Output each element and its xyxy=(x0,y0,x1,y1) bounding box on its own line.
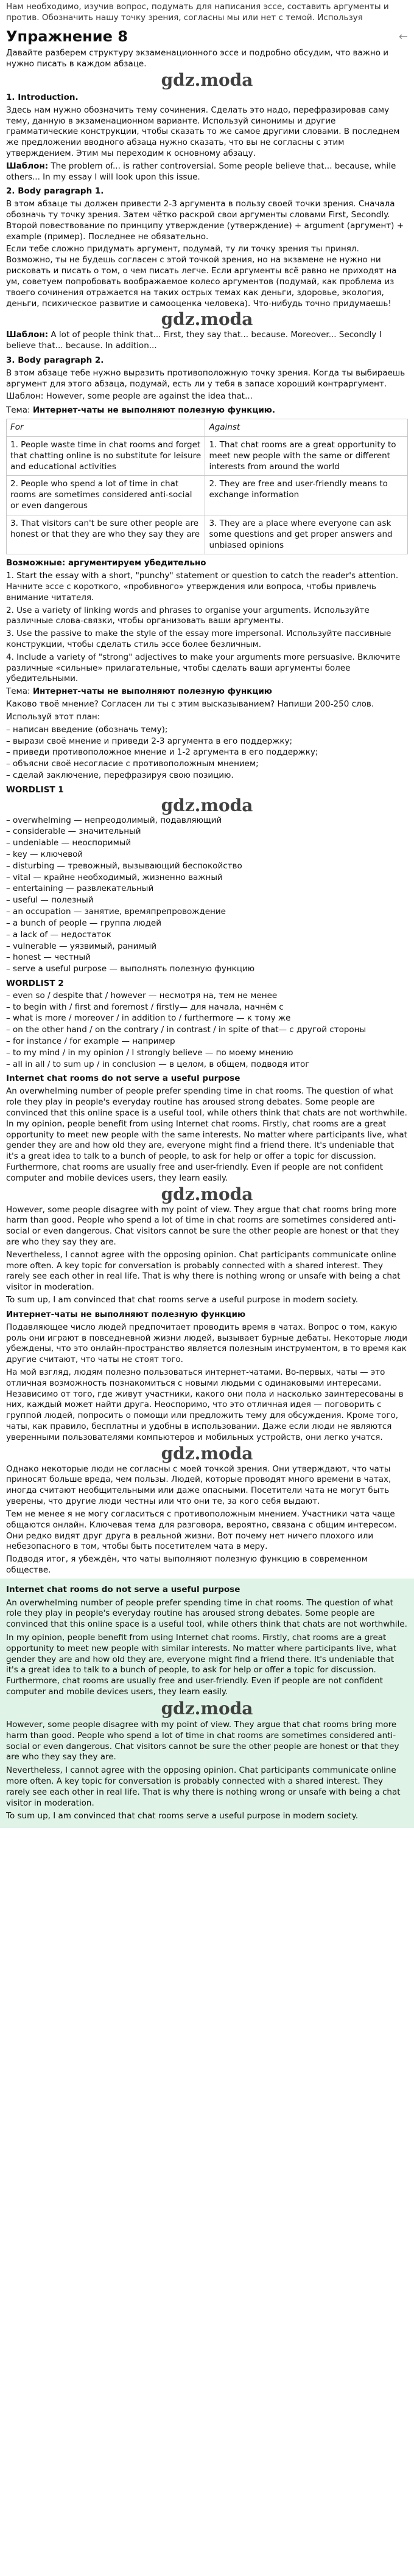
topic-label: Тема: xyxy=(6,405,30,416)
essay-ru-paragraph: Подавляющее число людей предпочитает проводить время в чатах. Вопрос о том, какую роль они играют в повседневной жизни людей, вызывает бурные дебаты. Некоторые люди убеждены, что это онлайн-пространство является полезным инструментом, в то время как другие считают, что чаты не стоят того. xyxy=(6,1322,408,1365)
table-cell: 3. They are a place where everyone can ask some questions and get proper answers and unbiased opinions xyxy=(205,515,408,554)
section-introduction-text: Здесь нам нужно обозначить тему сочинения. Сделать это надо, перефразировав саму тему, данную в экзаменационном варианте. Используй синонимы и другие грамматические конструкции, чтобы сказать то же самое другими словами. В последнем же предложении вводного абзаца нужно сказать, что вы не согласны с этим утверждением. Этим мы переходим к основному абзацу. xyxy=(6,105,400,158)
model-essay-block xyxy=(0,1579,414,1828)
watermark: gdz.moda xyxy=(161,795,253,815)
essay-ru-paragraph: Однако некоторые люди не согласны с моей точкой зрения. Они утверждают, что чаты приносят больше вреда, чем пользы. Людей, которые проводят много времени в чатах, иногда считают необщительными или даже опасными. Посетители чата не могут быть уверены, что другие люди честны или что они те, за кого себя выдают. xyxy=(6,1464,391,1507)
list-item: – объясни своё несогласие с противоположным мнением; xyxy=(6,759,408,770)
list-item: – serve a useful purpose — выполнять полезную функцию xyxy=(6,964,408,975)
model-essay-paragraph: In my opinion, people benefit from using Internet chat rooms. Firstly, chat rooms are a great opportunity to meet new people with similar interests. No matter where participants live, what gender they are and how old they are, everyone might find a friend there. It's undeniable that it's a great idea to talk to a bunch of people, to ask for help or offer a topic for discussion. Furthermore, chat rooms are usually free and user-friendly. Even if people are not confident computer and mobile devices users, they learn easily. xyxy=(6,1633,396,1697)
template-text: A lot of people think that... First, they say that... because. Moreover... Secondly I believe that... because. In addition... xyxy=(6,330,382,351)
title-row xyxy=(6,27,408,47)
section-body1-text2: Если тебе сложно придумать аргумент, подумай, ту ли точку зрения ты принял. Возможно, ты не будешь согласен с этой точкой зрения, но на экзамене не нужно ни рисковать и писать о том, о чем писать легче. Если аргументы всё равно не приходят на ум, советуем попробовать воображаемое колесо аргументов (подумай, как проблема из твоего сочинения отражается на таких острых темах как деньги, здоровье, экология, деньги, психическое развитие и самооценка человека). Что-нибудь точно придумаешь! xyxy=(6,244,397,309)
list-item: – overwhelming — непреодолимый, подавляющий xyxy=(6,815,408,826)
list-item: – for instance / for example — например xyxy=(6,1036,408,1047)
wordlist1 xyxy=(6,815,408,975)
model-essay-paragraph: To sum up, I am convinced that chat rooms serve a useful purpose in modern society. xyxy=(6,1811,359,1821)
list-item: – useful — полезный xyxy=(6,895,408,906)
model-essay-paragraph: An overwhelming number of people prefer spending time in chat rooms. The question of what role they play in people's everyday routine has aroused strong debates. Some people are convinced that this online space is a useful tool, while others think that chats are not worthwhile. xyxy=(6,1597,407,1630)
template-label: Шаблон: xyxy=(6,161,49,171)
table-cell: 3. That visitors can't be sure other people are honest or that they are who they say they are xyxy=(7,515,205,554)
model-essay-paragraph: Nevertheless, I cannot agree with the opposing opinion. Chat participants communicate online more often. A key topic for conversation is probably connected with a shared interest. They rarely see each other in real life. That is why there is nothing wrong or unsafe with being a chat visitor in moderation. xyxy=(6,1765,401,1808)
template-text: The problem of... is rather controversial. Some people believe that... because, while others... In my essay I will look upon this issue. xyxy=(6,161,396,182)
model-essay-title: Internet chat rooms do not serve a useful purpose xyxy=(6,1584,240,1594)
list-item: – to my mind / in my opinion / I strongly believe — по моему мнению xyxy=(6,1048,408,1059)
table-row xyxy=(7,476,408,515)
watermark: gdz.moda xyxy=(161,309,253,330)
essay-paragraph: However, some people disagree with my point of view. They argue that chat rooms bring more harm than good. People who spend a lot of time in chat rooms are sometimes considered anti-social or even dangerous. Chat visitors cannot be sure the other people are honest or that they are who they say they are. xyxy=(6,1204,399,1248)
list-item: – on the other hand / on the contrary / in contrast / in spite of that— с другой стороны xyxy=(6,1025,408,1036)
wordlist1-heading: WORDLIST 1 xyxy=(6,784,64,795)
list-item: – entertaining — развлекательный xyxy=(6,884,408,895)
plan-list xyxy=(6,725,408,781)
wordlist2 xyxy=(6,991,408,1070)
list-item: – сделай заключение, перефразируя свою позицию. xyxy=(6,770,408,781)
watermark: gdz.moda xyxy=(161,1698,253,1719)
watermark-row xyxy=(6,69,408,90)
essay-ru-paragraph: На мой взгляд, людям полезно пользоваться интернет-чатами. Во-первых, чаты — это отличная возможность познакомиться с новыми людьми с одинаковыми интересами. Независимо от того, где живут участники, какого они пола и насколько заинтересованы в них, каждый может найти друга. Неоспоримо, что это отличная идея — поговорить с группой людей, попросить о помощи или предложить тему для обсуждения. Кроме того, чаты, как правило, бесплатны и удобны в использовании. Даже если люди не являются уверенными пользователями компьютеров и мобильных устройств, они легко учатся. xyxy=(6,1367,404,1442)
col-against-header: Against xyxy=(205,419,408,437)
list-item: – undeniable — неоспоримый xyxy=(6,838,408,849)
watermark: gdz.moda xyxy=(161,69,253,90)
list-item: – a lack of — недостаток xyxy=(6,930,408,941)
col-for-header: For xyxy=(7,419,205,437)
essay-ru-paragraph: Подводя итог, я убеждён, что чаты выполняют полезную функцию в современном обществе. xyxy=(6,1554,368,1575)
list-item: – написан введение (обозначь тему); xyxy=(6,725,408,736)
intro-text: Нам необходимо, изучив вопрос, подумать для написания эссе, составить аргументы и против. Обозначить нашу точку зрения, согласны мы или нет с темой. Используя xyxy=(6,2,389,23)
back-arrow-icon[interactable]: ← xyxy=(398,30,408,43)
tips-heading: Возможные: аргументируем убедительно xyxy=(6,558,206,568)
page-title: Упражнение 8 xyxy=(6,27,128,45)
wordlist2-heading: WORDLIST 2 xyxy=(6,978,64,988)
topic-text: Интернет-чаты не выполняют полезную функцию. xyxy=(32,405,276,416)
table-row xyxy=(7,515,408,554)
list-item: – to begin with / first and foremost / firstly— для начала, начнём с xyxy=(6,1002,408,1013)
list-item: – honest — честный xyxy=(6,952,408,963)
model-essay-paragraph: However, some people disagree with my point of view. They argue that chat rooms bring more harm than good. People who spend a lot of time in chat rooms are sometimes considered anti-social or even dangerous. Chat visitors cannot be sure the other people are honest or that they are who they say they are. xyxy=(6,1719,399,1762)
list-item: – вырази своё мнение и приведи 2-3 аргумента в его поддержку; xyxy=(6,736,408,747)
section-body1-template xyxy=(6,330,408,352)
task-label: Тема: xyxy=(6,686,30,697)
list-item: – vulnerable — уязвимый, ранимый xyxy=(6,941,408,952)
tip-item: 4. Include a variety of "strong" adjectives to make your arguments more persuasive. Включите различные «сильные» прилагательные, чтобы сделать ваши аргументы более убедительными. xyxy=(6,652,401,684)
section-body2-template-cut: Шаблон: However, some people are against the idea that... xyxy=(6,391,253,402)
tip-item: 1. Start the essay with a short, "punchy" statement or question to catch the reader's attention. Начните эссе с короткого, «пробивного» утверждения или вопроса, чтобы привлечь внимание читателя. xyxy=(6,571,399,602)
essay-ru-title: Интернет-чаты не выполняют полезную функцию xyxy=(6,1309,246,1319)
essay-title: Internet chat rooms do not serve a useful purpose xyxy=(6,1073,240,1084)
list-item: – considerable — значительный xyxy=(6,826,408,837)
essay-paragraph: Nevertheless, I cannot agree with the opposing opinion. Chat participants communicate online more often. A key topic for conversation is probably connected with a shared interest. They rarely see each other in real life. That is why there is nothing wrong or unsafe with being a chat visitor in moderation. xyxy=(6,1249,401,1293)
list-item: – приведи противоположное мнение и 1-2 аргумента в его поддержку; xyxy=(6,747,408,758)
list-item: – disturbing — тревожный, вызывающий беспокойство xyxy=(6,861,408,872)
table-row xyxy=(7,437,408,476)
section-introduction-template xyxy=(6,161,408,183)
section-body2-heading: 3. Body paragraph 2. xyxy=(6,355,104,365)
table-cell: 2. People who spend a lot of time in chat rooms are sometimes considered anti-social or even dangerous xyxy=(7,476,205,515)
list-item: – what is more / moreover / in addition to / furthermore — к тому же xyxy=(6,1013,408,1024)
watermark: gdz.moda xyxy=(161,1443,253,1464)
table-cell: 1. People waste time in chat rooms and forget that chatting online is no substitute for leisure and educational activities xyxy=(7,437,205,476)
task-topic: Интернет-чаты не выполняют полезную функцию xyxy=(32,686,272,697)
task-question: Каково твоё мнение? Согласен ли ты с этим высказыванием? Напиши 200-250 слов. xyxy=(6,699,374,710)
subtitle: Давайте разберем структуру экзаменационного эссе и подробно обсудим, что важно и нужно писать в каждом абзаце. xyxy=(6,48,389,69)
essay-paragraph: To sum up, I am convinced that chat rooms serve a useful purpose in modern society. xyxy=(6,1295,359,1305)
table-cell: 1. That chat rooms are a great opportunity to meet new people with the same or different interests from around the world xyxy=(205,437,408,476)
list-item: – an occupation — занятие, времяпрепровождение xyxy=(6,907,408,918)
section-body1-text: В этом абзаце ты должен привести 2-3 аргумента в пользу своей точки зрения. Сначала обозначь ту точку зрения. Затем чётко раскрой свои аргументы словами First, Secondly. Второй повествование по принципу утверждение (утверждение) + argument (аргумент) + example (пример). Последнее не обязательно. xyxy=(6,199,404,242)
watermark: gdz.moda xyxy=(161,1184,253,1204)
list-item: – even so / despite that / however — несмотря на, тем не менее xyxy=(6,991,408,1002)
tip-item: 2. Use a variety of linking words and phrases to organise your arguments. Используйте различные слова-связки, чтобы организовать ваши аргументы. xyxy=(6,605,370,626)
arguments-table xyxy=(6,419,408,554)
page xyxy=(0,2,414,1828)
section-body1-heading: 2. Body paragraph 1. xyxy=(6,186,104,197)
tip-item: 3. Use the passive to make the style of the essay more impersonal. Используйте пассивные конструкции, чтобы сделать стиль эссе более безличным. xyxy=(6,629,391,650)
section-body2-text: В этом абзаце тебе нужно выразить противоположную точку зрения. Когда ты выбираешь аргумент для этого абзаца, подумай, есть ли у тебя в запасе хороший контраргумент. xyxy=(6,368,405,389)
task-topic-line xyxy=(6,686,408,697)
list-item: – vital — крайне необходимый, жизненно важный xyxy=(6,873,408,884)
list-item: – key — ключевой xyxy=(6,850,408,860)
plan-heading: Используй этот план: xyxy=(6,711,100,722)
list-item: – all in all / to sum up / in conclusion — в целом, в общем, подводя итог xyxy=(6,1059,408,1070)
essay-ru-paragraph: Тем не менее я не могу согласиться с противоположным мнением. Участники чата чаще общаются онлайн. Ключевая тема для разговора, вероятно, связана с общим интересом. Они редко видят друг друга в реальной жизни. Вот почему нет ничего плохого или небезопасного в том, чтобы быть посетителем чата в меру. xyxy=(6,1509,397,1552)
template-label: Шаблон: xyxy=(6,330,49,340)
list-item: – a bunch of people — группа людей xyxy=(6,918,408,929)
topic-line xyxy=(6,405,408,416)
essay-paragraph: An overwhelming number of people prefer spending time in chat rooms. The question of what role they play in people's everyday routine has aroused strong debates. Some people are convinced that this online space is a useful tool, while others think that chats are not worthwhile. In my opinion, people benefit from using Internet chat rooms. Firstly, chat rooms are a great opportunity to meet new people with the same interests. No matter where participants live, what gender they are and how old they are, everyone might find a friend there. It's undeniable that it's a great idea to talk to a bunch of people, to ask for help or offer a topic for discussion. Furthermore, chat rooms are usually free and user-friendly. Even if people are not confident computer and mobile devices users, they learn easily. xyxy=(6,1086,407,1183)
table-cell: 2. They are free and user-friendly means to exchange information xyxy=(205,476,408,515)
section-introduction-heading: 1. Introduction. xyxy=(6,92,79,102)
